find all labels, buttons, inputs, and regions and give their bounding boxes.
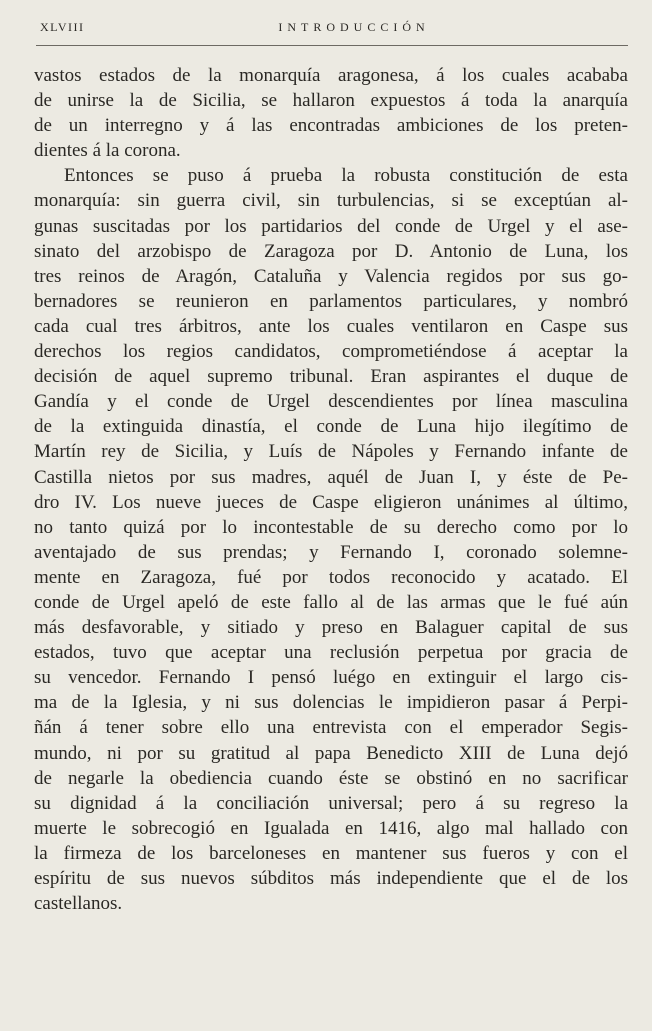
text-line: derechos los regios candidatos, comprometiéndose á aceptar la (34, 341, 628, 363)
page-number: XLVIII (40, 20, 85, 34)
text-line: Entonces se puso á prueba la robusta constitución de esta (64, 165, 628, 187)
text-line: tres reinos de Aragón, Cataluña y Valencia regidos por sus go- (34, 265, 628, 287)
paragraph-2 (34, 163, 628, 916)
header-rule (36, 45, 628, 46)
text-line: bernadores se reunieron en parlamentos particulares, y nombró (34, 290, 628, 312)
text-line: Gandía y el conde de Urgel descendientes por línea masculina (34, 391, 628, 413)
text-line: ma de la Iglesia, y ni sus dolencias le impidieron pasar á Perpi- (34, 692, 628, 714)
text-line: aventajado de sus prendas; y Fernando I, coronado solemne- (34, 541, 628, 563)
text-line: de negarle la obediencia cuando éste se obstinó en no sacrificar (34, 767, 628, 789)
text-line: sinato del arzobispo de Zaragoza por D. Antonio de Luna, los (34, 240, 628, 262)
text-line: gunas suscitadas por los partidarios del conde de Urgel y el ase- (34, 215, 628, 237)
text-line: conde de Urgel apeló de este fallo al de las armas que le fué aún (34, 591, 628, 613)
running-head: INTRODUCCIÓN (278, 20, 430, 34)
text-line: no tanto quizá por lo incontestable de su derecho como por lo (34, 516, 628, 538)
text-line: dro IV. Los nueve jueces de Caspe eligieron unánimes al último, (34, 491, 628, 513)
text-line: de un interregno y á las encontradas ambiciones de los preten- (34, 115, 628, 137)
text-line: ñán á tener sobre ello una entrevista con el emperador Segis- (34, 717, 628, 739)
text-line: Castilla nietos por sus madres, aquél de Juan I, y éste de Pe- (34, 466, 628, 488)
page-header (40, 18, 628, 42)
text-line: de la extinguida dinastía, el conde de Luna hijo ilegítimo de (34, 416, 628, 438)
text-line: cada cual tres árbitros, ante los cuales ventilaron en Caspe sus (34, 315, 628, 337)
text-line: de unirse la de Sicilia, se hallaron expuestos á toda la anarquía (34, 90, 628, 112)
text-line: vastos estados de la monarquía aragonesa, á los cuales acababa (34, 65, 628, 86)
text-line: la firmeza de los barceloneses en mantener sus fueros y con el (34, 842, 628, 864)
text-line: muerte le sobrecogió en Igualada en 1416, algo mal hallado con (34, 817, 628, 839)
text-line: castellanos. (34, 893, 123, 915)
text-line: su dignidad á la conciliación universal; pero á su regreso la (34, 792, 628, 814)
text-line: monarquía: sin guerra civil, sin turbulencias, si se exceptúan al- (34, 190, 628, 212)
text-line: más desfavorable, y sitiado y preso en Balaguer capital de sus (34, 617, 628, 639)
paragraph-1 (34, 63, 628, 163)
text-line: decisión de aquel supremo tribunal. Eran aspirantes el duque de (34, 366, 628, 388)
text-line: su vencedor. Fernando I pensó luégo en extinguir el largo cis- (34, 667, 628, 689)
text-line: mente en Zaragoza, fué por todos reconocido y acatado. El (34, 566, 628, 588)
body-text (34, 63, 628, 916)
text-line: Martín rey de Sicilia, y Luís de Nápoles y Fernando infante de (34, 441, 628, 463)
text-line: mundo, ni por su gratitud al papa Benedicto XIII de Luna dejó (34, 742, 628, 764)
text-line: espíritu de sus nuevos súbditos más independiente que el de los (34, 868, 628, 889)
text-line: estados, tuvo que aceptar una reclusión perpetua por gracia de (34, 642, 628, 664)
text-line: dientes á la corona. (34, 140, 181, 162)
